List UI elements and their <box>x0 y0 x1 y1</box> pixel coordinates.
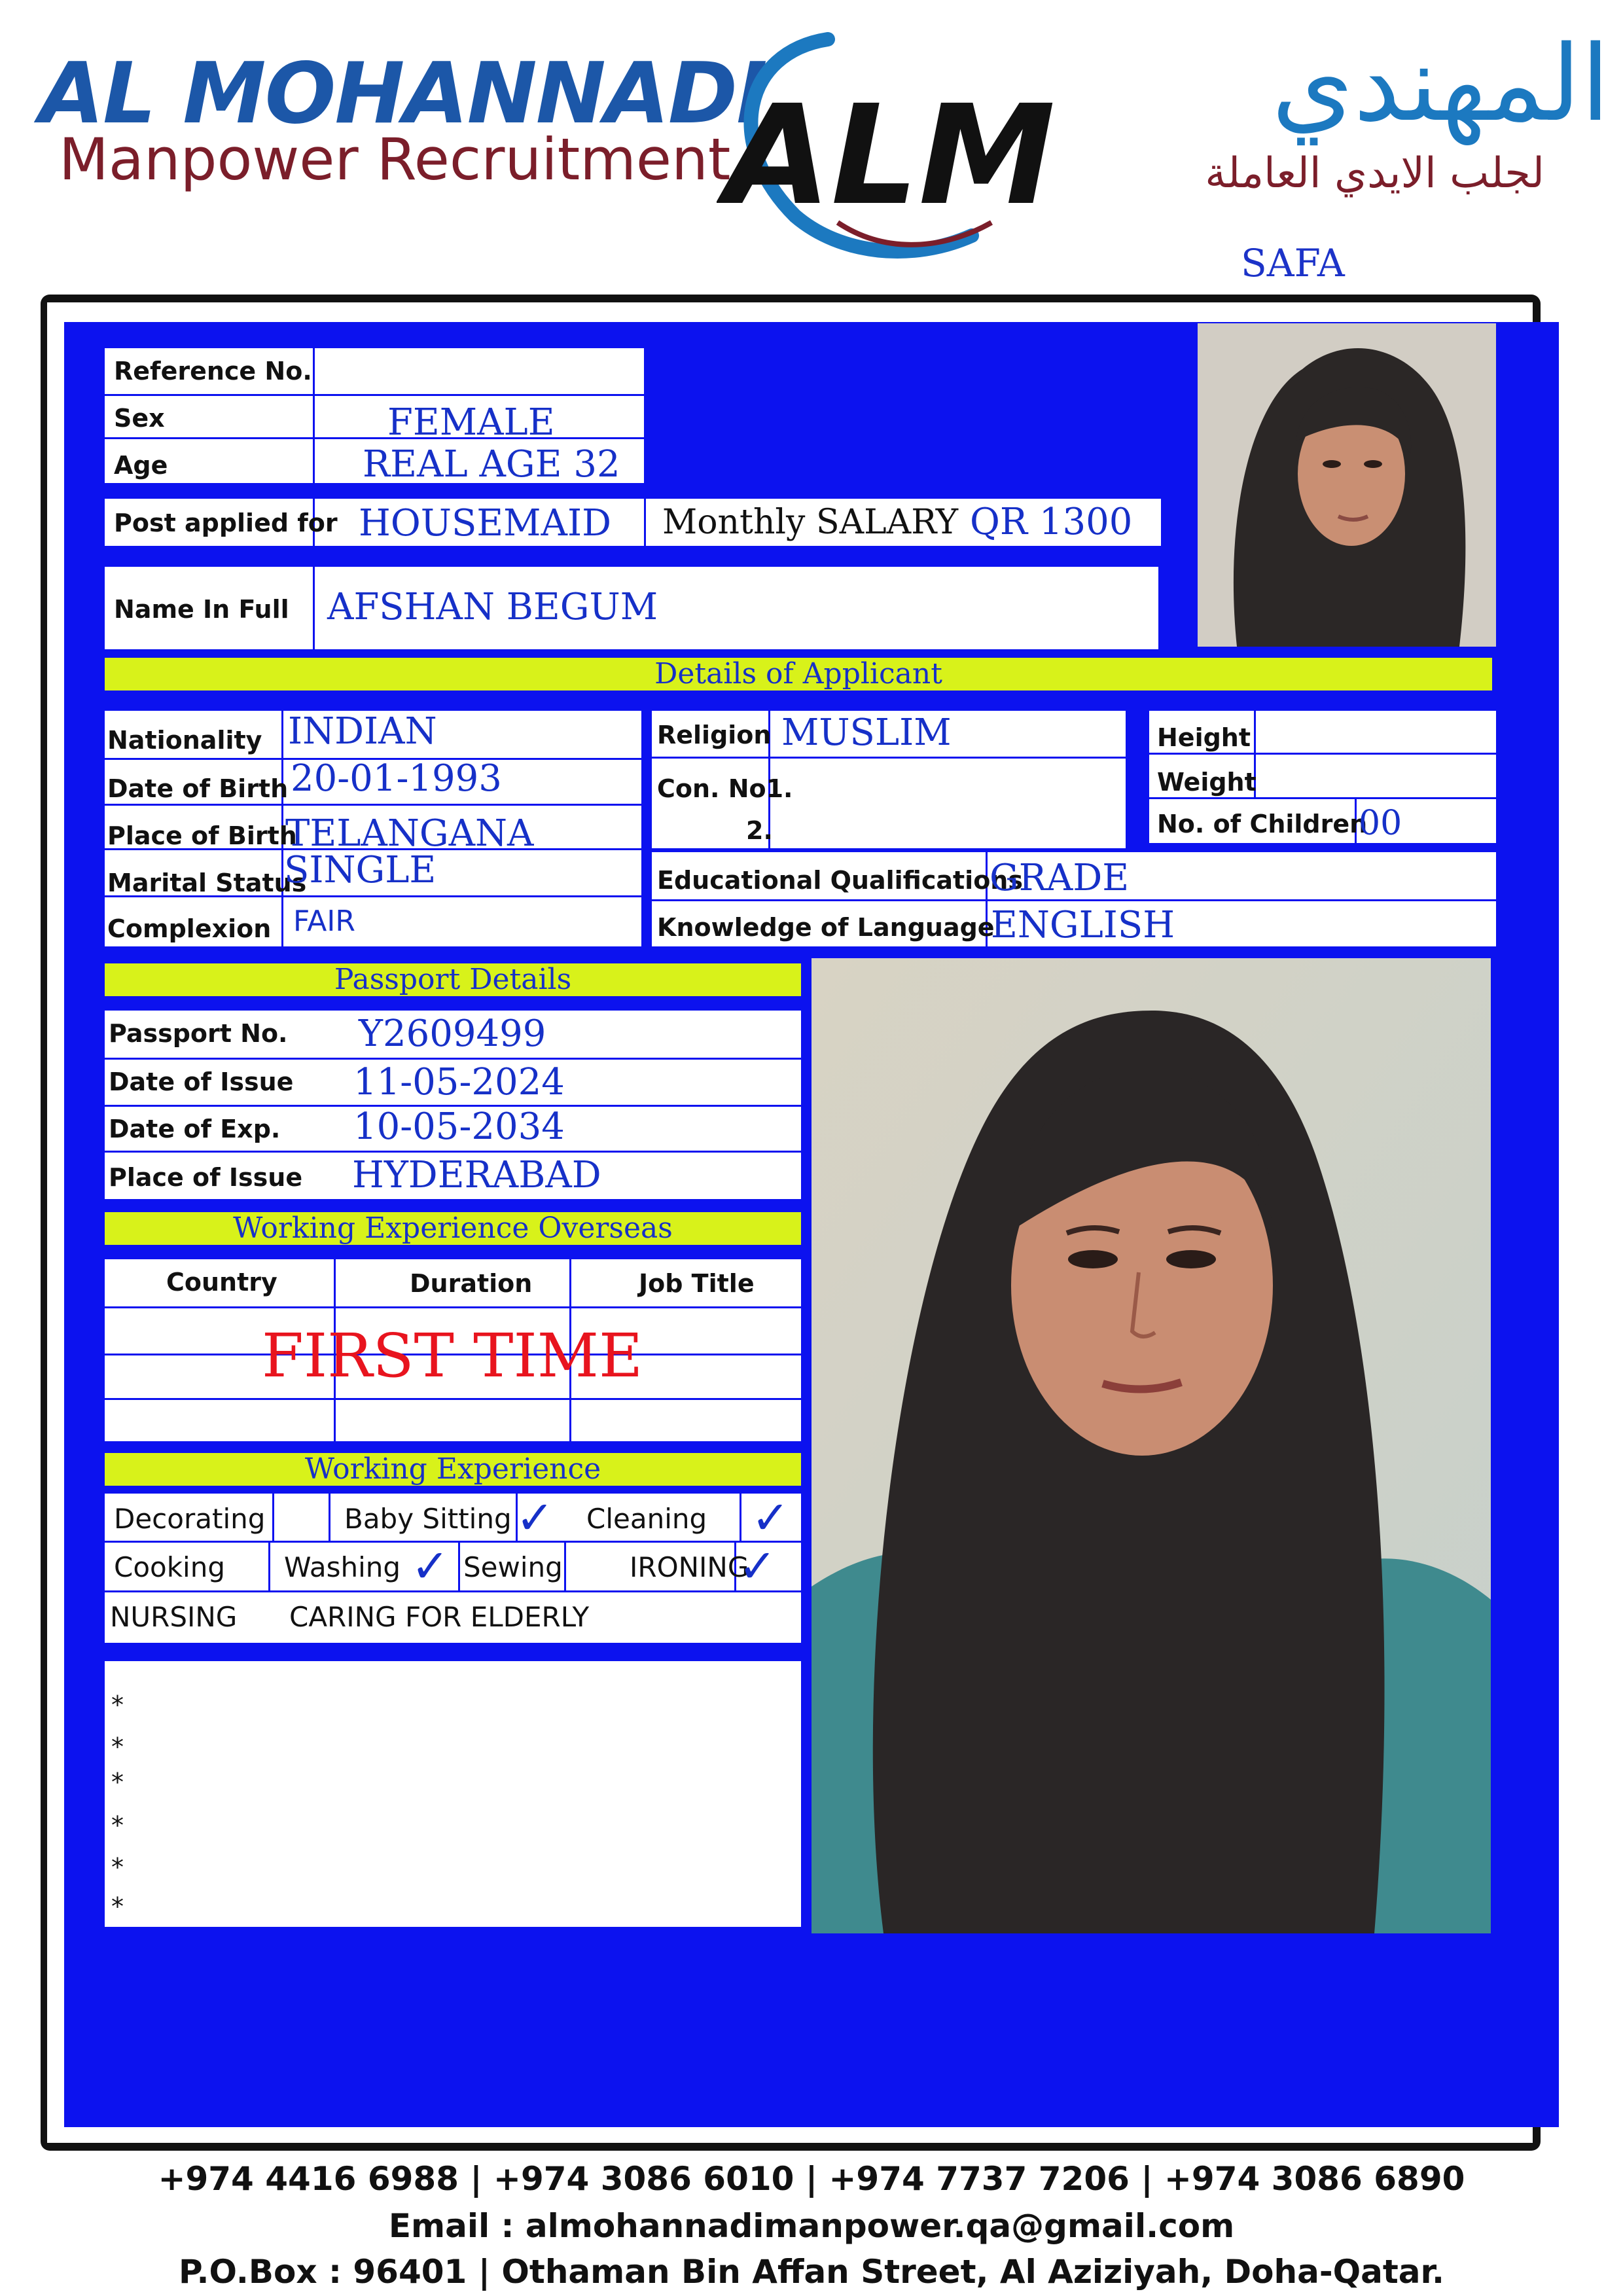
dob-value: 20-01-1993 <box>291 757 502 800</box>
skills-box <box>105 1491 801 1643</box>
expiry-date-value: 10-05-2034 <box>353 1105 565 1148</box>
col-duration: Duration <box>410 1269 533 1298</box>
passport-no-label: Passport No. <box>109 1019 288 1048</box>
religion-value: MUSLIM <box>781 711 952 754</box>
overseas-heading: Working Experience Overseas <box>105 1212 801 1245</box>
note-bullet: * <box>111 1892 124 1921</box>
language-value: ENGLISH <box>991 904 1175 946</box>
education-label: Educational Qualifications <box>657 866 1023 895</box>
pob-value: TELANGANA <box>285 812 534 855</box>
skill-nursing: NURSING <box>110 1601 238 1633</box>
cleaning-check-icon: ✓ <box>751 1491 790 1545</box>
passport-box <box>105 1011 801 1199</box>
post-value: HOUSEMAID <box>359 502 611 545</box>
nationality-label: Nationality <box>107 726 262 755</box>
salary-value: QR 1300 <box>970 501 1133 543</box>
note-bullet: * <box>111 1732 124 1761</box>
passport-heading: Passport Details <box>105 963 801 996</box>
baby-sitting-check-icon: ✓ <box>516 1491 554 1545</box>
washing-check-icon: ✓ <box>411 1539 450 1593</box>
issue-date-value: 11-05-2024 <box>353 1061 565 1103</box>
nationality-value: INDIAN <box>288 710 437 753</box>
contact2-label: 2. <box>746 816 773 845</box>
children-value: 00 <box>1359 804 1402 843</box>
brand-name: AL MOHANNADI <box>39 45 766 143</box>
issue-date-label: Date of Issue <box>109 1067 294 1096</box>
note-bullet: * <box>111 1768 124 1797</box>
complexion-value: FAIR <box>293 905 355 938</box>
arabic-brand-name: المهندي <box>1272 22 1610 145</box>
col-job-title: Job Title <box>639 1269 755 1298</box>
children-label: No. of Children <box>1157 810 1368 838</box>
contact1-label: Con. No1. <box>657 774 793 803</box>
passport-no-value: Y2609499 <box>359 1013 546 1055</box>
alm-logo-text: ALM <box>724 75 1056 236</box>
sex-label: Sex <box>114 404 165 433</box>
experience-heading: Working Experience <box>105 1453 801 1486</box>
first-time-note: FIRST TIME <box>262 1321 643 1391</box>
note-bullet: * <box>111 1853 124 1882</box>
alm-logo <box>717 26 1063 262</box>
expiry-date-label: Date of Exp. <box>109 1115 281 1143</box>
skill-ironing: IRONING <box>630 1551 749 1583</box>
height-label: Height <box>1157 723 1251 752</box>
agent-name: SAFA <box>1241 241 1345 285</box>
applicant-photo-small <box>1198 323 1496 647</box>
footer-email: Email : almohannadimanpower.qa@gmail.com <box>388 2207 1235 2245</box>
post-row <box>105 499 1161 546</box>
footer-address: P.O.Box : 96401 | Othaman Bin Affan Street, Al Aziziyah, Doha-Qatar. <box>179 2253 1444 2291</box>
overseas-table <box>105 1259 801 1441</box>
salary-label: Monthly SALARY <box>662 503 959 542</box>
name-row <box>105 567 1158 649</box>
skill-sewing: Sewing <box>463 1551 563 1583</box>
skill-baby-sitting: Baby Sitting <box>344 1503 512 1535</box>
name-value: AFSHAN BEGUM <box>327 586 658 628</box>
name-label: Name In Full <box>114 595 289 624</box>
arabic-tagline: لجلب الايدي العاملة <box>1205 149 1544 198</box>
footer-phones: +974 4416 6988 | +974 3086 6010 | +974 7737 7206 | +974 3086 6890 <box>158 2160 1465 2198</box>
dob-label: Date of Birth <box>107 774 289 803</box>
pob-label: Place of Birth <box>107 821 297 850</box>
age-label: Age <box>114 451 168 480</box>
religion-box <box>652 711 1126 848</box>
note-bullet: * <box>111 1811 124 1840</box>
age-value: REAL AGE 32 <box>363 443 620 486</box>
education-box <box>652 852 1496 946</box>
skill-cooking: Cooking <box>114 1551 225 1583</box>
applicant-photo-large <box>812 958 1491 1933</box>
marital-label: Marital Status <box>107 869 307 897</box>
issue-place-value: HYDERABAD <box>352 1154 601 1196</box>
basic-info-box <box>105 348 644 486</box>
sex-value: FEMALE <box>387 401 555 444</box>
notes-box <box>105 1661 801 1927</box>
col-country: Country <box>166 1268 277 1297</box>
skill-cleaning: Cleaning <box>586 1503 707 1535</box>
skill-washing: Washing <box>284 1551 401 1583</box>
post-label: Post applied for <box>114 509 338 537</box>
weight-label: Weight <box>1157 768 1257 797</box>
details-heading: Details of Applicant <box>105 658 1492 691</box>
ironing-check-icon: ✓ <box>738 1539 777 1593</box>
personal-details-box <box>105 711 641 946</box>
physical-box <box>1149 711 1496 843</box>
education-value: GRADE <box>990 857 1130 899</box>
language-label: Knowledge of Language <box>657 913 995 942</box>
brand-tagline: Manpower Recruitment <box>59 126 731 193</box>
marital-value: SINGLE <box>284 849 437 891</box>
reference-label: Reference No. <box>114 357 312 386</box>
issue-place-label: Place of Issue <box>109 1163 303 1192</box>
note-bullet: * <box>111 1691 124 1719</box>
skill-caring-elderly: CARING FOR ELDERLY <box>289 1601 590 1633</box>
religion-label: Religion <box>657 721 772 749</box>
complexion-label: Complexion <box>107 914 272 943</box>
skill-decorating: Decorating <box>114 1503 266 1535</box>
